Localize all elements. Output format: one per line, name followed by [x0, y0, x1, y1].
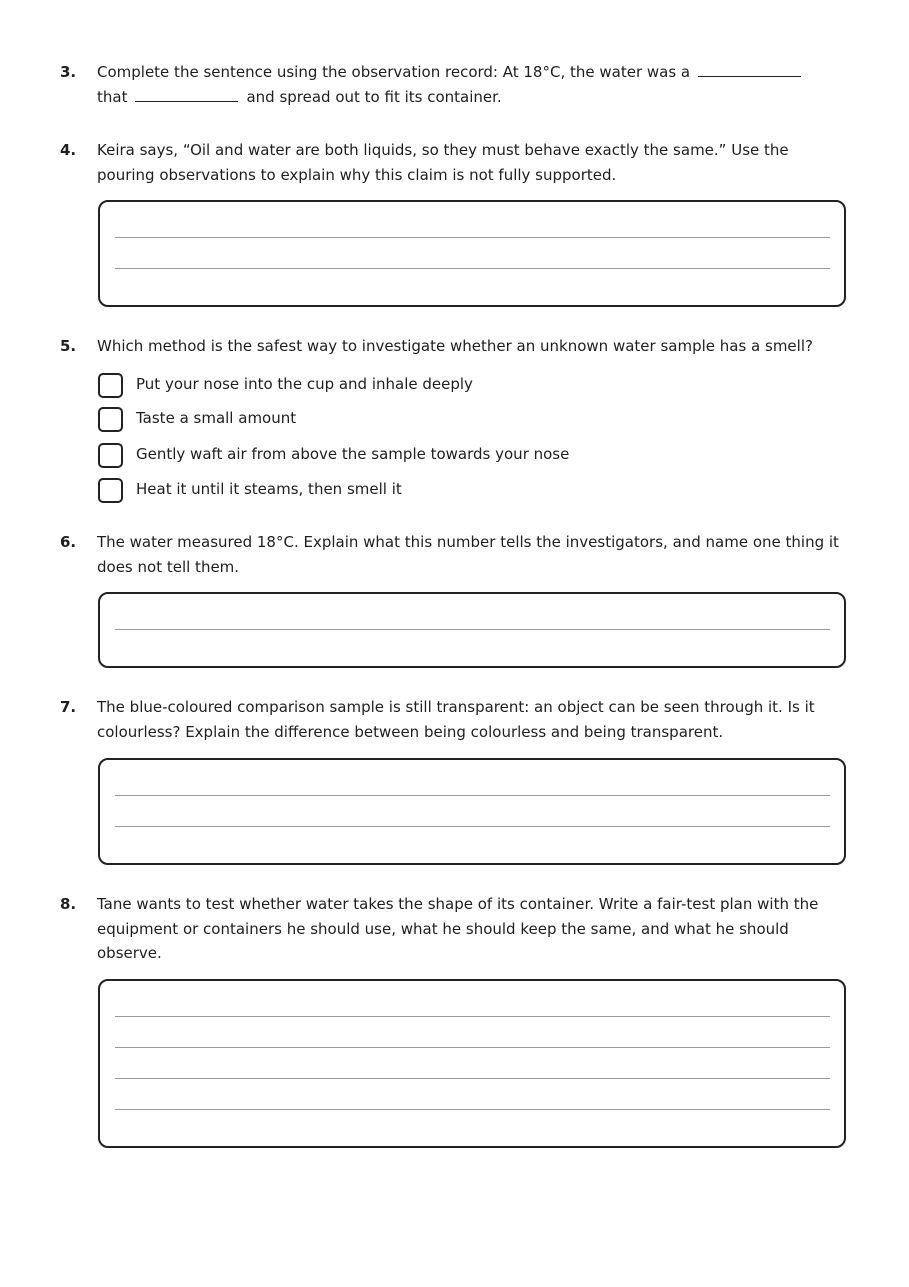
- sentence-part-2: that: [97, 87, 128, 106]
- answer-box-q4[interactable]: [98, 200, 846, 307]
- writing-line: [115, 1016, 830, 1017]
- option-label: Gently waft air from above the sample towards your nose: [136, 445, 570, 463]
- writing-line: [115, 1078, 830, 1079]
- question-text: Keira says, “Oil and water are both liquids, so they must behave exactly the same.” Use the pouring observations to explain why this claim is not fully supported.: [97, 141, 789, 184]
- writing-line: [115, 826, 830, 827]
- option-4[interactable]: [98, 478, 798, 504]
- checkbox[interactable]: [98, 407, 123, 432]
- writing-line: [115, 795, 830, 796]
- question-number: 3.: [60, 63, 77, 81]
- answer-box-q8[interactable]: [98, 979, 846, 1148]
- question-text: Tane wants to test whether water takes the shape of its container. Write a fair-test plan with the equipment or containers he should use, what he should keep the same, and what he should observe.: [97, 895, 819, 962]
- option-3[interactable]: [98, 443, 798, 469]
- checkbox[interactable]: [98, 373, 123, 398]
- question-text: The blue-coloured comparison sample is still transparent: an object can be seen through it. Is it colourless? Explain the difference between being colourless and being transparent.: [97, 698, 815, 741]
- question-number: 5.: [60, 337, 77, 355]
- sentence-part-1: Complete the sentence using the observation record: At 18°C, the water was a: [97, 63, 691, 81]
- option-label: Heat it until it steams, then smell it: [136, 480, 402, 498]
- fill-blank-1[interactable]: [698, 60, 801, 77]
- option-label: Put your nose into the cup and inhale deeply: [136, 375, 473, 393]
- question-text: Which method is the safest way to investigate whether an unknown water sample has a smell?: [97, 337, 813, 355]
- fill-blank-2[interactable]: [135, 85, 238, 102]
- writing-line: [115, 1047, 830, 1048]
- question-number: 8.: [60, 895, 77, 913]
- answer-box-q6[interactable]: [98, 592, 846, 668]
- question-number: 4.: [60, 141, 77, 159]
- writing-line: [115, 629, 830, 630]
- checkbox[interactable]: [98, 478, 123, 503]
- writing-line: [115, 1109, 830, 1110]
- question-text: The water measured 18°C. Explain what this number tells the investigators, and name one thing it does not tell them.: [97, 533, 839, 576]
- answer-box-q7[interactable]: [98, 758, 846, 865]
- checkbox[interactable]: [98, 443, 123, 468]
- writing-line: [115, 237, 830, 238]
- question-text: [97, 60, 847, 109]
- question-number: 7.: [60, 698, 77, 716]
- option-1[interactable]: [98, 373, 798, 399]
- question-number: 6.: [60, 533, 77, 551]
- sentence-part-3: and spread out to fit its container.: [246, 87, 502, 106]
- option-label: Taste a small amount: [136, 409, 297, 427]
- writing-line: [115, 268, 830, 269]
- option-2[interactable]: [98, 407, 798, 433]
